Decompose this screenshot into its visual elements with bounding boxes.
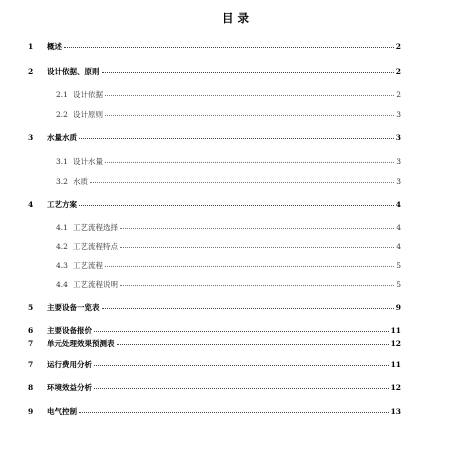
toc-entry[interactable] [28,406,401,417]
toc-entry-number: 9 [28,407,34,416]
toc-entry-label: 设计依据、原则 [47,67,100,76]
dot-leader [94,388,389,389]
toc-subentry[interactable] [56,156,401,167]
toc-entry-number: 4.1 [56,223,68,232]
toc-entry-page: 9 [395,303,401,312]
dot-leader [117,344,389,345]
toc-entry[interactable] [28,199,401,210]
toc-subentry[interactable] [56,260,401,271]
toc-entry-label: 设计依据 [73,90,103,99]
toc-entry-page: 3 [396,110,401,119]
dot-leader [79,205,394,206]
toc-entry-page: 13 [390,407,401,416]
toc-entry[interactable] [28,359,401,370]
toc-entry-number: 6 [28,326,34,335]
dot-leader [94,331,389,332]
toc-entry-number: 2.1 [56,90,68,99]
toc-entry-page: 4 [396,242,401,251]
toc-entry-label: 工艺流程选择 [73,223,118,232]
toc-entry[interactable] [28,302,401,313]
toc-entry-label: 主要设备一览表 [47,303,100,312]
dot-leader [64,47,394,48]
dot-leader [105,95,394,96]
dot-leader [102,308,394,309]
toc-entry-page: 2 [395,42,401,51]
dot-leader [90,182,394,183]
toc-entry-number: 7 [28,339,34,348]
dot-leader [105,162,394,163]
toc-entry-page: 12 [390,383,401,392]
toc-entry-label: 水质 [73,177,88,186]
toc-entry-page: 2 [395,67,401,76]
toc-entry-number: 4.4 [56,280,68,289]
toc-entry[interactable] [28,382,401,393]
toc-entry-label: 水量水质 [47,133,77,142]
toc-entry-page: 12 [390,339,401,348]
toc-subentry[interactable] [56,241,401,252]
toc-entry[interactable] [28,66,401,77]
toc-entry-number: 4.3 [56,261,68,270]
toc-entry-number: 3 [28,133,34,142]
toc-entry-label: 运行费用分析 [47,360,92,369]
toc-entry-page: 11 [390,360,401,369]
toc-entry-label: 主要设备报价 [47,326,92,335]
toc-entry-label: 工艺方案 [47,200,77,209]
toc-entry-page: 2 [396,90,401,99]
toc-title: 目 录 [221,11,249,25]
toc-entry-label: 电气控制 [47,407,77,416]
toc-entry-label: 工艺流程 [73,261,103,270]
toc-subentry[interactable] [56,89,401,100]
dot-leader [79,412,389,413]
dot-leader [120,228,394,229]
toc-entry-number: 3.1 [56,157,68,166]
toc-subentry[interactable] [56,279,401,290]
toc-entry-page: 4 [396,223,401,232]
toc-entry-page: 3 [395,133,401,142]
toc-entry-page: 5 [396,261,401,270]
dot-leader [120,285,394,286]
toc-entry-label: 环境效益分析 [47,383,92,392]
toc-entry-number: 2.2 [56,110,68,119]
toc-subentry[interactable] [56,222,401,233]
dot-leader [105,115,394,116]
toc-entry[interactable] [28,41,401,52]
toc-entry-number: 3.2 [56,177,68,186]
toc-entry-label: 设计水量 [73,157,103,166]
toc-entry-number: 5 [28,303,34,312]
toc-entry-number: 4.2 [56,242,68,251]
dot-leader [105,266,394,267]
toc-subentry[interactable] [56,109,401,120]
toc-entry-number: 8 [28,383,34,392]
toc-entry-number: 7 [28,360,34,369]
toc-entry-label: 工艺流程特点 [73,242,118,251]
toc-entry-label: 概述 [47,42,62,51]
toc-entry-number: 2 [28,67,34,76]
toc-entry-label: 设计原则 [73,110,103,119]
dot-leader [79,138,394,139]
toc-entry[interactable] [28,132,401,143]
dot-leader [102,72,394,73]
toc-entry[interactable] [28,338,401,349]
toc-entry-page: 4 [395,200,401,209]
toc-entry-page: 3 [396,177,401,186]
toc-entry-page: 11 [390,326,401,335]
toc-entry-page: 5 [396,280,401,289]
toc-entry[interactable] [28,325,401,336]
toc-entry-page: 3 [396,157,401,166]
toc-entry-label: 单元处理效果预测表 [47,339,115,348]
dot-leader [120,247,394,248]
toc-entry-number: 4 [28,200,34,209]
toc-entry-number: 1 [28,42,34,51]
dot-leader [94,365,389,366]
toc-subentry[interactable] [56,176,401,187]
toc-entry-label: 工艺流程说明 [73,280,118,289]
